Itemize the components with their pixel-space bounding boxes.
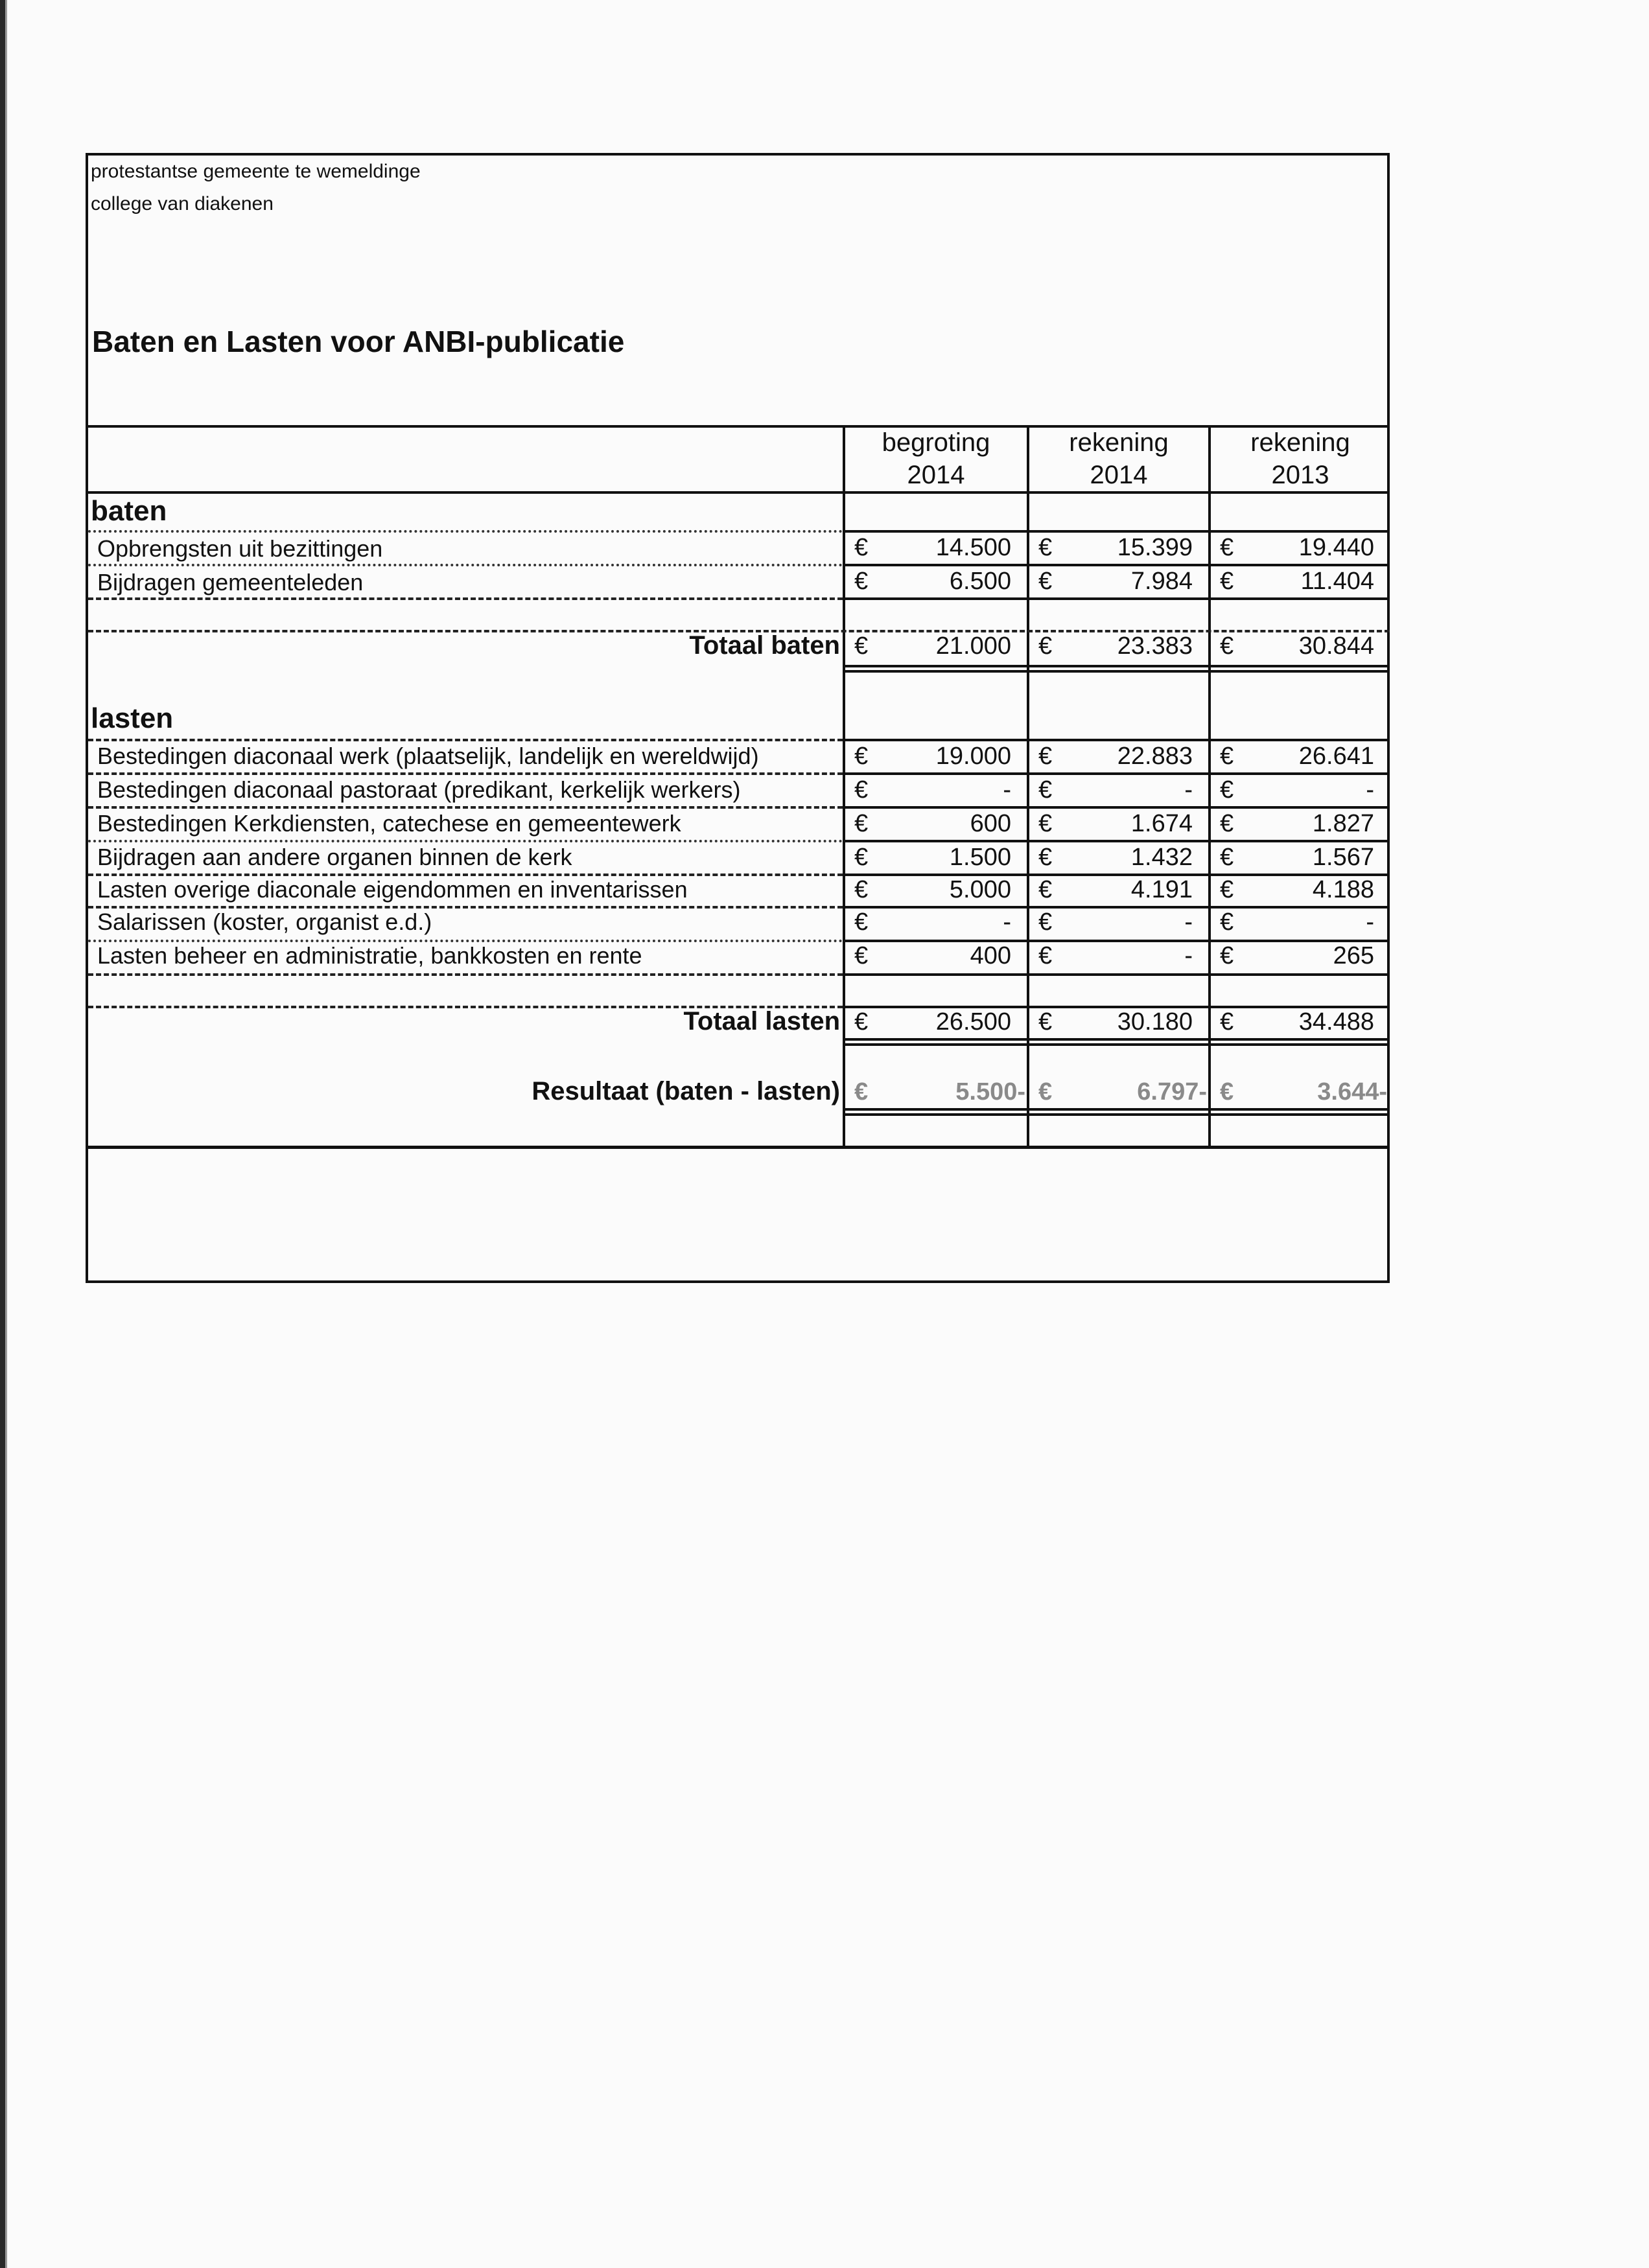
amount: 4.188 xyxy=(1312,876,1374,903)
euro-symbol: € xyxy=(854,743,869,770)
euro-symbol: € xyxy=(854,1078,869,1105)
amount: 265 xyxy=(1333,942,1374,969)
euro-symbol: € xyxy=(1038,568,1053,595)
amount: 7.984 xyxy=(1130,568,1193,595)
section-lasten: lasten xyxy=(91,702,174,734)
amount: 4.191 xyxy=(1130,876,1193,903)
column-header-line2: 2013 xyxy=(1271,461,1329,489)
page-title: Baten en Lasten voor ANBI-publicatie xyxy=(92,325,625,358)
euro-symbol: € xyxy=(1220,942,1234,969)
euro-symbol: € xyxy=(1220,844,1234,871)
amount: - xyxy=(1366,776,1374,804)
row-divider xyxy=(88,739,843,741)
amount: 1.500 xyxy=(949,844,1011,871)
resultaat-amount: 6.797- xyxy=(1137,1078,1207,1105)
resultaat-amount: 5.500- xyxy=(955,1078,1025,1105)
column-header-line2: 2014 xyxy=(907,461,965,489)
euro-symbol: € xyxy=(1038,876,1053,903)
euro-symbol: € xyxy=(1038,632,1053,660)
organization-name: protestantse gemeente te wemeldinge xyxy=(91,161,421,182)
scan-edge-shadow xyxy=(5,0,7,2268)
amount: - xyxy=(1366,908,1374,936)
lasten-row-label: Bestedingen diaconaal pastoraat (predikant, kerkelijk werkers) xyxy=(97,776,741,803)
double-underline xyxy=(843,1113,1390,1116)
euro-symbol: € xyxy=(854,942,869,969)
row-divider xyxy=(88,973,843,976)
euro-symbol: € xyxy=(1220,743,1234,770)
euro-symbol: € xyxy=(1220,810,1234,837)
euro-symbol: € xyxy=(1220,876,1234,903)
euro-symbol: € xyxy=(854,844,869,871)
euro-symbol: € xyxy=(1220,1008,1234,1036)
row-divider xyxy=(88,772,843,775)
amount: - xyxy=(1184,776,1193,804)
lasten-row-label: Lasten overige diaconale eigendommen en inventarissen xyxy=(97,876,688,903)
amount: 14.500 xyxy=(935,534,1011,561)
row-divider xyxy=(88,840,843,842)
amount: 1.432 xyxy=(1130,844,1193,871)
resultaat-amount: 3.644- xyxy=(1317,1078,1387,1105)
total-amount: 30.844 xyxy=(1298,632,1374,660)
euro-symbol: € xyxy=(1038,810,1053,837)
euro-symbol: € xyxy=(854,632,869,660)
amount: 1.827 xyxy=(1312,810,1374,837)
row-divider xyxy=(843,806,1390,809)
amount: - xyxy=(1003,776,1011,804)
euro-symbol: € xyxy=(1220,632,1234,660)
euro-symbol: € xyxy=(1220,908,1234,936)
row-divider xyxy=(843,973,1390,976)
total-amount: 30.180 xyxy=(1117,1008,1193,1036)
row-divider xyxy=(843,564,1390,566)
amount: 19.000 xyxy=(935,743,1011,770)
column-header-line1: rekening xyxy=(1069,428,1169,457)
amount: - xyxy=(1003,908,1011,936)
euro-symbol: € xyxy=(1220,568,1234,595)
total-amount: 21.000 xyxy=(935,632,1011,660)
euro-symbol: € xyxy=(1038,1078,1053,1105)
lasten-row-label: Bestedingen Kerkdiensten, catechese en gemeentewerk xyxy=(97,810,681,837)
double-underline xyxy=(843,1043,1390,1046)
header-bottom-border xyxy=(86,491,1390,494)
column-header-rekening-2013 xyxy=(1211,426,1390,491)
resultaat-label: Resultaat (baten - lasten) xyxy=(532,1077,840,1105)
euro-symbol: € xyxy=(1038,534,1053,561)
column-header-line1: rekening xyxy=(1250,428,1350,457)
baten-row-label: Opbrengsten uit bezittingen xyxy=(97,535,383,562)
department-name: college van diakenen xyxy=(91,193,274,214)
double-underline xyxy=(843,1108,1390,1111)
amount: 1.567 xyxy=(1312,844,1374,871)
euro-symbol: € xyxy=(854,534,869,561)
euro-symbol: € xyxy=(1220,776,1234,804)
euro-symbol: € xyxy=(1220,1078,1234,1105)
amount: 400 xyxy=(970,942,1011,969)
euro-symbol: € xyxy=(854,810,869,837)
row-divider xyxy=(88,564,843,566)
amount: 19.440 xyxy=(1298,534,1374,561)
total-lasten-label: Totaal lasten xyxy=(683,1007,840,1036)
total-amount: 34.488 xyxy=(1298,1008,1374,1036)
euro-symbol: € xyxy=(1038,844,1053,871)
table-bottom-border xyxy=(86,1146,1390,1149)
row-divider xyxy=(88,806,843,809)
section-baten: baten xyxy=(91,495,167,527)
euro-symbol: € xyxy=(1220,534,1234,561)
column-header-rekening-2014 xyxy=(1029,426,1208,491)
lasten-row-label: Bestedingen diaconaal werk (plaatselijk, landelijk en wereldwijd) xyxy=(97,743,759,769)
amount: 11.404 xyxy=(1300,568,1374,595)
column-header-begroting-2014 xyxy=(845,426,1027,491)
amount: 22.883 xyxy=(1117,743,1193,770)
euro-symbol: € xyxy=(1038,743,1053,770)
row-divider xyxy=(843,739,1390,741)
amount: 1.674 xyxy=(1130,810,1193,837)
amount: 26.641 xyxy=(1298,743,1374,770)
lasten-row-label: Bijdragen aan andere organen binnen de kerk xyxy=(97,844,572,870)
row-divider xyxy=(88,597,843,600)
column-header-line1: begroting xyxy=(882,428,990,457)
euro-symbol: € xyxy=(1038,908,1053,936)
double-underline xyxy=(843,1038,1390,1041)
row-divider xyxy=(843,530,1390,533)
euro-symbol: € xyxy=(854,1008,869,1036)
baten-row-label: Bijdragen gemeenteleden xyxy=(97,569,364,596)
euro-symbol: € xyxy=(854,876,869,903)
amount: 600 xyxy=(970,810,1011,837)
euro-symbol: € xyxy=(1038,776,1053,804)
total-baten-label: Totaal baten xyxy=(689,631,840,660)
euro-symbol: € xyxy=(854,776,869,804)
row-divider xyxy=(843,840,1390,842)
euro-symbol: € xyxy=(854,908,869,936)
lasten-row-label: Lasten beheer en administratie, bankkosten en rente xyxy=(97,942,642,969)
amount: 15.399 xyxy=(1117,534,1193,561)
total-amount: 26.500 xyxy=(935,1008,1011,1036)
euro-symbol: € xyxy=(854,568,869,595)
row-divider xyxy=(88,530,843,533)
column-header-line2: 2014 xyxy=(1090,461,1148,489)
amount: - xyxy=(1184,908,1193,936)
double-underline xyxy=(843,670,1390,673)
amount: 5.000 xyxy=(949,876,1011,903)
lasten-row-label: Salarissen (koster, organist e.d.) xyxy=(97,908,432,935)
euro-symbol: € xyxy=(1038,942,1053,969)
amount: 6.500 xyxy=(949,568,1011,595)
amount: - xyxy=(1184,942,1193,969)
total-amount: 23.383 xyxy=(1117,632,1193,660)
euro-symbol: € xyxy=(1038,1008,1053,1036)
double-underline xyxy=(843,665,1390,667)
row-divider xyxy=(843,597,1390,600)
scan-edge xyxy=(0,0,5,2268)
row-divider xyxy=(843,772,1390,775)
